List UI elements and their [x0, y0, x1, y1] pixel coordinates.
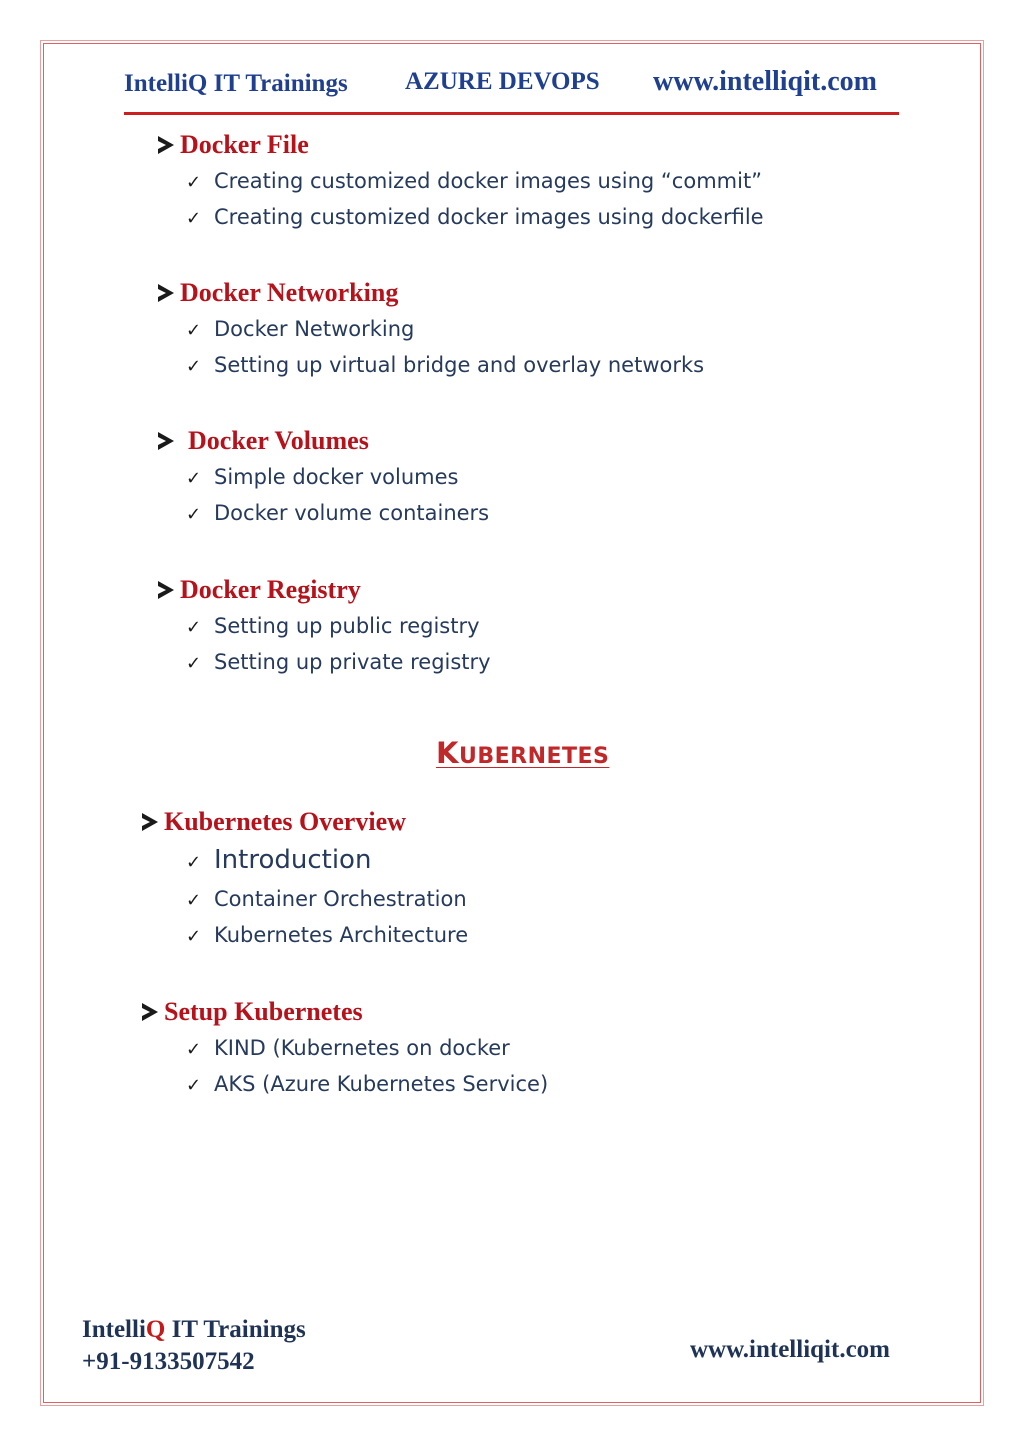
header-brand: IntelliQ IT Trainings [124, 70, 348, 97]
list-item: ✓ Docker volume containers [186, 501, 490, 525]
checkmark-icon: ✓ [186, 890, 202, 911]
list-item: ✓ KIND (Kubernetes on docker [186, 1036, 510, 1060]
section-title-text: Docker Volumes [188, 426, 369, 455]
list-item: ✓ AKS (Azure Kubernetes Service) [186, 1072, 549, 1096]
checkmark-icon: ✓ [186, 1075, 202, 1096]
list-item: ✓ Setting up private registry [186, 650, 491, 674]
footer-website[interactable]: www.intelliqit.com [690, 1336, 890, 1363]
list-item: ✓ Container Orchestration [186, 887, 467, 911]
section-title-text: Kubernetes Overview [164, 807, 406, 836]
header-divider [124, 112, 899, 115]
arrow-bullet-icon [158, 581, 174, 599]
section-title-docker-networking [158, 278, 398, 308]
section-title-text: Docker Registry [180, 575, 361, 604]
checkmark-icon: ✓ [186, 320, 202, 341]
kubernetes-heading: KUBERNETES [436, 736, 610, 770]
checkmark-icon: ✓ [186, 617, 202, 638]
arrow-bullet-icon [142, 813, 158, 831]
section-title-text: Docker Networking [180, 278, 399, 307]
footer-brand: IntelliQ IT Trainings [82, 1316, 306, 1343]
checkmark-icon: ✓ [186, 172, 202, 193]
section-title-docker-volumes [158, 426, 369, 456]
section-title-docker-file [158, 130, 309, 160]
checkmark-icon: ✓ [186, 1039, 202, 1060]
footer-contact [82, 1314, 306, 1378]
checkmark-icon: ✓ [186, 504, 202, 525]
arrow-bullet-icon [158, 136, 174, 154]
checkmark-icon: ✓ [186, 926, 202, 947]
section-title-text: Docker File [180, 130, 309, 159]
arrow-bullet-icon [158, 432, 174, 450]
section-title-docker-registry [158, 575, 361, 605]
list-item: ✓ Creating customized docker images using “commit” [186, 169, 763, 193]
section-title-kubernetes-overview [142, 807, 406, 837]
list-item: ✓ Introduction [186, 845, 372, 875]
checkmark-icon: ✓ [186, 468, 202, 489]
section-title-setup-kubernetes [142, 997, 363, 1027]
page-border-inner [43, 43, 981, 1403]
header-website[interactable]: www.intelliqit.com [653, 66, 877, 97]
list-item: ✓ Creating customized docker images using dockerfile [186, 205, 764, 229]
list-item: ✓ Kubernetes Architecture [186, 923, 469, 947]
arrow-bullet-icon [142, 1003, 158, 1021]
list-item: ✓ Setting up virtual bridge and overlay networks [186, 353, 705, 377]
section-title-text: Setup Kubernetes [164, 997, 363, 1026]
checkmark-icon: ✓ [186, 356, 202, 377]
list-item: ✓ Docker Networking [186, 317, 415, 341]
list-item: ✓ Setting up public registry [186, 614, 480, 638]
arrow-bullet-icon [158, 284, 174, 302]
checkmark-icon: ✓ [186, 852, 202, 873]
checkmark-icon: ✓ [186, 653, 202, 674]
header-course: AZURE DEVOPS [405, 68, 600, 95]
footer-phone: +91-9133507542 [82, 1348, 255, 1375]
list-item: ✓ Simple docker volumes [186, 465, 459, 489]
checkmark-icon: ✓ [186, 208, 202, 229]
